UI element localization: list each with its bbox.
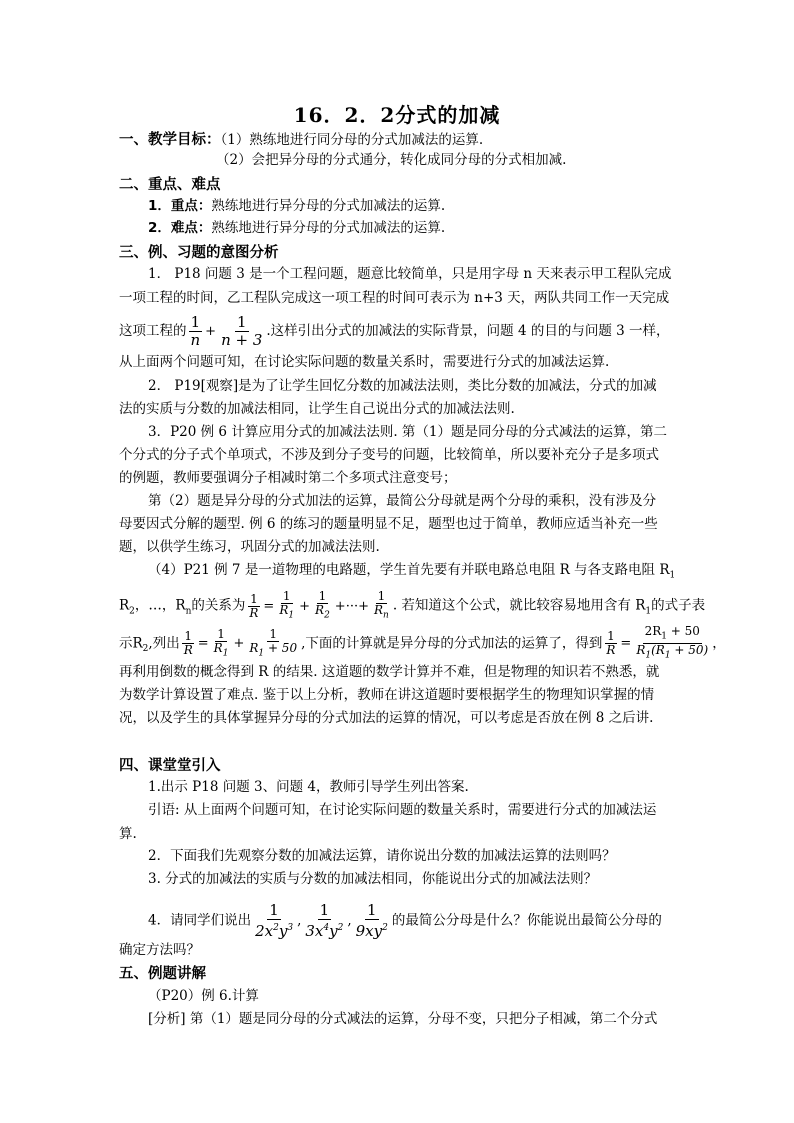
paragraph-line-formula: 4．请同学们说出 $\frac{1}{2x^2y^3}$ , $\frac{1}{3x^4y^2}$ , $\frac{1}{9xy^2}$ 的最简公分母是什么？你能说出最简公分母的 <box>148 901 662 940</box>
text: 的式子表 <box>651 597 706 614</box>
goal-1: （1）熟练地进行同分母的分式加减法的运算. <box>220 132 484 148</box>
paragraph-line: 题，以供学生练习，巩固分式的加减法法则. <box>119 539 380 555</box>
paragraph-line: [分析] 第（1）题是同分母的分式减法的运算，分母不变，只把分子相减，第二个分式 <box>148 1011 658 1027</box>
text: ,下面的计算就是异分母的分式加法的运算了，得到 <box>301 635 603 652</box>
paragraph-line: 1.出示 P18 问题 3、问题 4，教师引导学生列出答案. <box>148 779 469 795</box>
key-point-label: 1．重点： <box>148 198 212 214</box>
fraction-1-over-R2: $\frac{1}{R_2}$ <box>315 589 330 621</box>
text: 示R <box>119 635 143 652</box>
key-point-text: 熟练地进行异分母的分式加减法的运算. <box>211 198 446 214</box>
paragraph-line: 一项工程的时间，乙工程队完成这一项工程的时间可表示为 n+3 天，两队共同工作一天完成 <box>119 290 670 306</box>
paragraph-line: 引语: 从上面两个问题可知，在讨论实际问题的数量关系时，需要进行分式的加减法运 <box>148 802 657 818</box>
fraction-1-over-R: $\frac{1}{R}$ <box>183 629 193 658</box>
fraction-1-over-2x2y3: $\frac{1}{2x^2y^3}$ <box>255 901 294 940</box>
fraction-1-over-Rn: $\frac{1}{R_n}$ <box>373 589 389 621</box>
section-introduction: 四、课堂堂引入 <box>119 758 221 774</box>
paragraph-line: 母要因式分解的题型. 例 6 的练习的题量明显不足，题型也过于简单，教师应适当补充一些 <box>119 516 658 532</box>
text: 4．请同学们说出 <box>148 912 252 929</box>
text: 的最简公分母是什么？你能说出最简公分母的 <box>391 912 662 929</box>
text: .这样引出分式的加减法的实际背景，问题 4 的目的与问题 3 一样， <box>266 323 670 339</box>
fraction-1-over-n-plus-3: $\frac{1}{n + 3}$ <box>221 313 263 349</box>
paragraph-line: 2．下面我们先观察分数的加减法运算，请你说出分数的加减法运算的法则吗？ <box>148 848 616 864</box>
section-key-points: 二、重点、难点 <box>119 177 221 193</box>
paragraph-line: 法的实质与分数的加减法相同，让学生自己说出分式的加减法法则. <box>119 401 515 417</box>
fraction-1-over-n: $\frac{1}{n}$ <box>190 313 201 349</box>
text: ,列出 <box>148 635 180 652</box>
key-point-line <box>148 196 445 216</box>
paragraph-line: （4）P21 例 7 是一道物理的电路题，学生首先要有并联电路总电阻 R 与各支路电阻 $R_1$ <box>148 562 676 581</box>
difficulty-line <box>148 218 445 238</box>
fraction-result: $\frac{2R_1 + 50}{R_1(R_1 + 50)}$ <box>636 624 709 661</box>
paragraph-line: 个分式的分子式个单项式，不涉及到分子变号的问题，比较简单，所以要补充分子是多项式 <box>119 447 659 463</box>
fraction-1-over-3x4y2: $\frac{1}{3x^4y^2}$ <box>305 901 344 940</box>
paragraph-line-formula: 这项工程的 $\frac{1}{n}$ + $\frac{1}{n + 3}$ .这样引出分式的加减法的实际背景，问题 4 的目的与问题 3 一样， <box>119 313 670 349</box>
paragraph-line: 算. <box>119 826 137 842</box>
section-heading: 一、教学目标： <box>119 132 221 148</box>
difficulty-text: 熟练地进行异分母的分式加减法的运算. <box>211 220 446 236</box>
fraction-1-over-R: $\frac{1}{R}$ <box>249 591 259 620</box>
text: 这项工程的 <box>119 323 187 339</box>
paragraph-line: 为数学计算设置了难点. 鉴于以上分析，教师在讲这道题时要根据学生的物理知识掌握的情 <box>119 687 655 703</box>
difficulty-label: 2．难点： <box>148 220 212 236</box>
fraction-1-over-R1: $\frac{1}{R_1}$ <box>279 589 295 621</box>
goal-2: （2）会把异分母的分式通分，转化成同分母的分式相加减. <box>216 152 567 168</box>
section-teaching-goals <box>119 128 483 149</box>
fraction-1-over-9xy2: $\frac{1}{9xy^2}$ <box>355 901 388 940</box>
paragraph-line: 3. 分式的加减法的实质与分数的加减法相同，你能说出分式的加减法法则？ <box>148 871 598 887</box>
text: R <box>119 597 130 614</box>
text: ，…，R <box>134 597 186 614</box>
fraction-1-over-R1-plus-50: $\frac{1}{R_1 + 50}$ <box>249 626 298 659</box>
paragraph-line-formula: 示$R_2$,列出 $\frac{1}{R}$ = $\frac{1}{R_1}$ + $\frac{1}{R_1 + 50}$ ,下面的计算就是异分母的分式加法的运算了，得到 $\frac{1}{R}$ = $\frac{2R_1 + 50}{R_1(R_1 + 50)}$ ， <box>119 624 726 661</box>
page-title: 16．2．2分式的加减 <box>293 103 501 127</box>
paragraph-line: 2． P19[观察]是为了让学生回忆分数的加减法法则，类比分数的加减法，分式的加减 <box>148 378 657 394</box>
paragraph-line: 从上面两个问题可知，在讨论实际问题的数量关系时，需要进行分式的加减法运算. <box>119 354 610 370</box>
paragraph-line: 的例题，教师要强调分子相减时第二个多项式注意变号； <box>119 470 457 486</box>
paragraph-line: 况，以及学生的具体掌握异分母的分式加法的运算的情况，可以考虑是否放在例 8 之后讲. <box>119 710 654 726</box>
fraction-1-over-R: $\frac{1}{R}$ <box>606 629 616 658</box>
text: . 若知道这个公式，就比较容易地用含有 R <box>392 597 646 614</box>
section-intent-analysis: 三、例、习题的意图分析 <box>119 245 279 261</box>
section-example-explanation: 五、例题讲解 <box>119 966 206 982</box>
paragraph-line: 第（2）题是异分母的分式加法的运算，最简公分母就是两个分母的乘积，没有涉及分 <box>148 493 657 509</box>
fraction-1-over-R1: $\frac{1}{R_1}$ <box>213 626 229 659</box>
text: （4）P21 例 7 是一道物理的电路题，学生首先要有并联电路总电阻 R 与各支路电阻 R <box>148 562 670 578</box>
paragraph-line: （P20）例 6.计算 <box>148 988 259 1004</box>
paragraph-line: 3．P20 例 6 计算应用分式的加减法法则. 第（1）题是同分母的分式减法的运算，第二 <box>148 424 667 440</box>
paragraph-line: 确定方法吗？ <box>119 942 200 958</box>
paragraph-line: 再利用倒数的概念得到 R 的结果. 这道题的数学计算并不难，但是物理的知识若不熟悉，就 <box>119 664 660 680</box>
paragraph-line: 1． P18 问题 3 是一个工程问题，题意比较简单，只是用字母 n 天来表示甲工程队完成 <box>148 266 672 282</box>
text: 的关系为 <box>191 597 246 614</box>
paragraph-line-formula: $R_2$，…，$R_n$的关系为 $\frac{1}{R}$ = $\frac{1}{R_1}$ + $\frac{1}{R_2}$ +···+ $\frac{1}{R_n}$ . 若知道这个公式，就比较容易地用含有 $R_1$的式子表 <box>119 589 706 621</box>
